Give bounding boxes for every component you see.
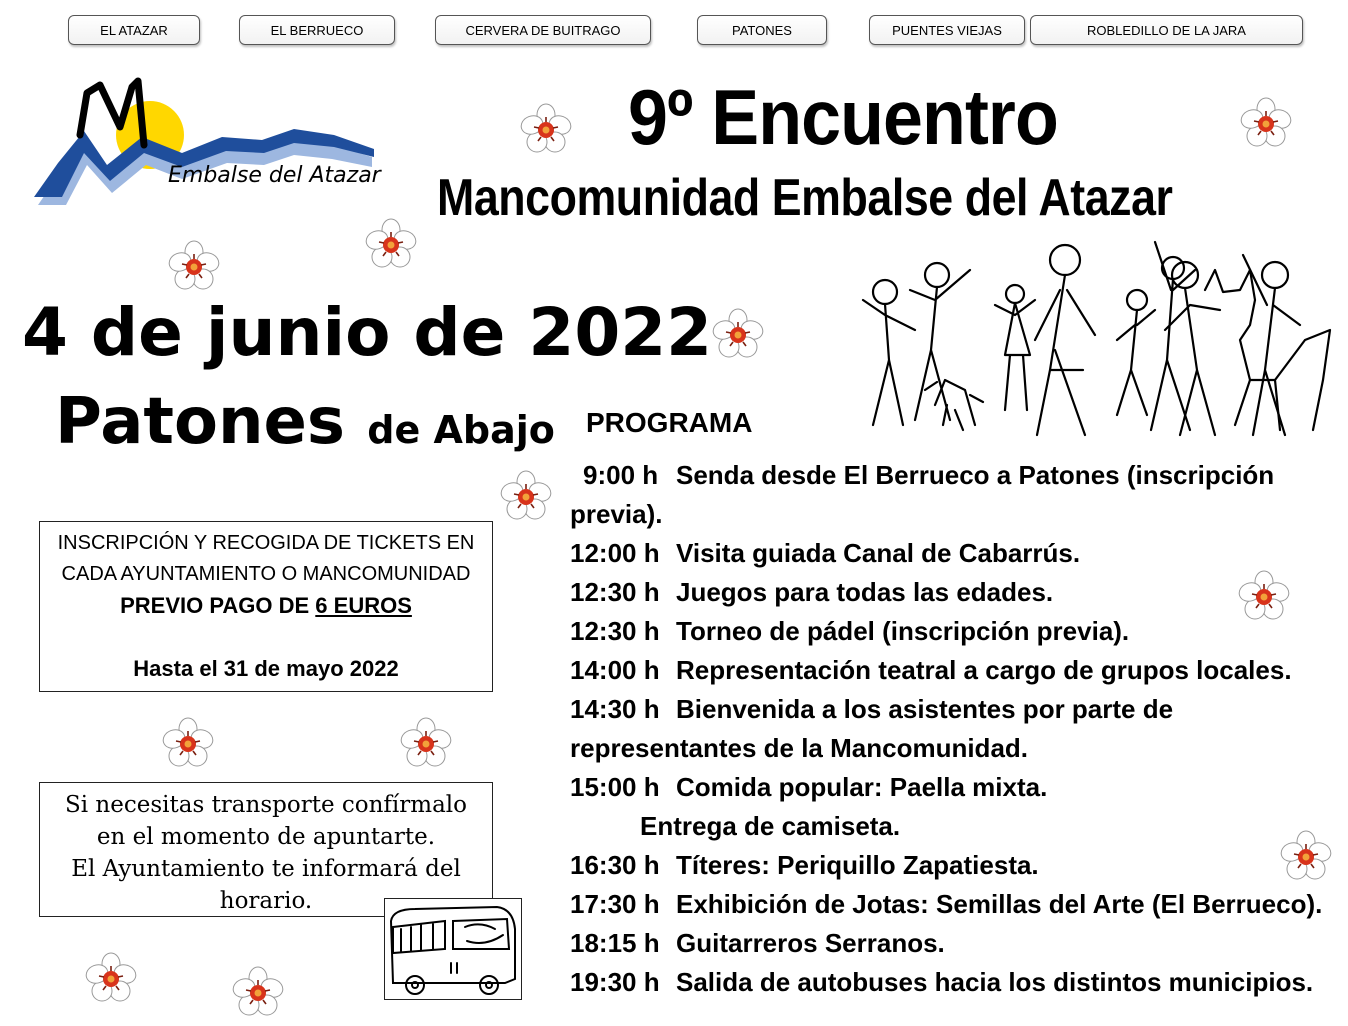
flower-icon [1238,570,1290,622]
logo [32,75,382,215]
nav-button-el-atazar[interactable]: EL ATAZAR [68,15,200,45]
flower-icon [500,470,552,522]
logo-mountains-icon [32,75,382,215]
transport-line-1: Si necesitas transporte confírmalo [65,792,467,818]
flower-icon [520,103,572,155]
programa-title: PROGRAMA [586,407,753,438]
flower-icon [1280,830,1332,882]
programa-item-1-cont: previa). [570,499,663,529]
flower-icon [712,308,764,360]
page-title: 9º Encuentro [628,73,1058,161]
nav-button-robledillo-de-la-jara[interactable]: ROBLEDILLO DE LA JARA [1030,15,1303,45]
event-place-suffix: de Abajo [367,408,555,452]
flower-icon [365,218,417,270]
flower-icon [400,717,452,769]
programa-item-7-cont: Entrega de camiseta. [640,811,901,841]
programa-item-7: 15:00 h Comida popular: Paella mixta. [570,772,1048,802]
programa-item-4: 12:30 h Torneo de pádel (inscripción previa). [570,616,1130,646]
transport-box [39,782,493,917]
event-place [55,385,555,459]
nav-button-el-berrueco[interactable]: EL BERRUECO [239,15,395,45]
registration-price [40,590,492,621]
programa-item-3: 12:30 h Juegos para todas las edades. [570,577,1054,607]
transport-line-3: El Ayuntamiento te informará del [71,856,461,882]
transport-line-4: horario. [219,888,313,914]
registration-line-1: INSCRIPCIÓN Y RECOGIDA DE TICKETS EN [57,532,475,554]
programa-item-1: 9:00 h Senda desde El Berrueco a Patones (inscripción [583,460,1275,490]
flower-icon [168,240,220,292]
nav-button-cervera-de-buitrago[interactable]: CERVERA DE BUITRAGO [435,15,651,45]
programa-item-6-cont: representantes de la Mancomunidad. [570,733,1029,763]
flower-icon [162,717,214,769]
registration-box [39,521,493,692]
page-subtitle: Mancomunidad Embalse del Atazar [437,169,1173,227]
programa-item-10: 18:15 h Guitarreros Serranos. [570,928,945,958]
registration-price-prefix: PREVIO PAGO DE [120,593,316,618]
programa-item-11: 19:30 h Salida de autobuses hacia los distintos municipios. [570,967,1314,997]
registration-deadline: Hasta el 31 de mayo 2022 [133,656,399,681]
transport-line-2: en el momento de apuntarte. [96,824,436,850]
flower-icon [1240,97,1292,149]
event-date: 4 de junio de 2022 [22,294,713,371]
programa-item-8: 16:30 h Títeres: Periquillo Zapatiesta. [570,850,1039,880]
registration-line-2: CADA AYUNTAMIENTO O MANCOMUNIDAD [61,563,471,585]
bus-icon [385,899,520,998]
dancing-people-icon [855,230,1335,445]
programa-item-6: 14:30 h Bienvenida a los asistentes por parte de [570,694,1174,724]
programa-item-5: 14:00 h Representación teatral a cargo de grupos locales. [570,655,1292,685]
people-illustration [855,230,1335,445]
event-place-name: Patones [55,385,345,459]
programa-item-9: 17:30 h Exhibición de Jotas: Semillas del Arte (El Berrueco). [570,889,1323,919]
nav-button-puentes-viejas[interactable]: PUENTES VIEJAS [869,15,1025,45]
flower-icon [232,966,284,1018]
registration-price-amount: 6 EUROS [315,593,412,618]
programa-item-2: 12:00 h Visita guiada Canal de Cabarrús. [570,538,1081,568]
nav-button-patones[interactable]: PATONES [697,15,827,45]
logo-text: Embalse del Atazar [168,163,381,188]
flower-icon [85,952,137,1004]
bus-image [384,898,522,1000]
